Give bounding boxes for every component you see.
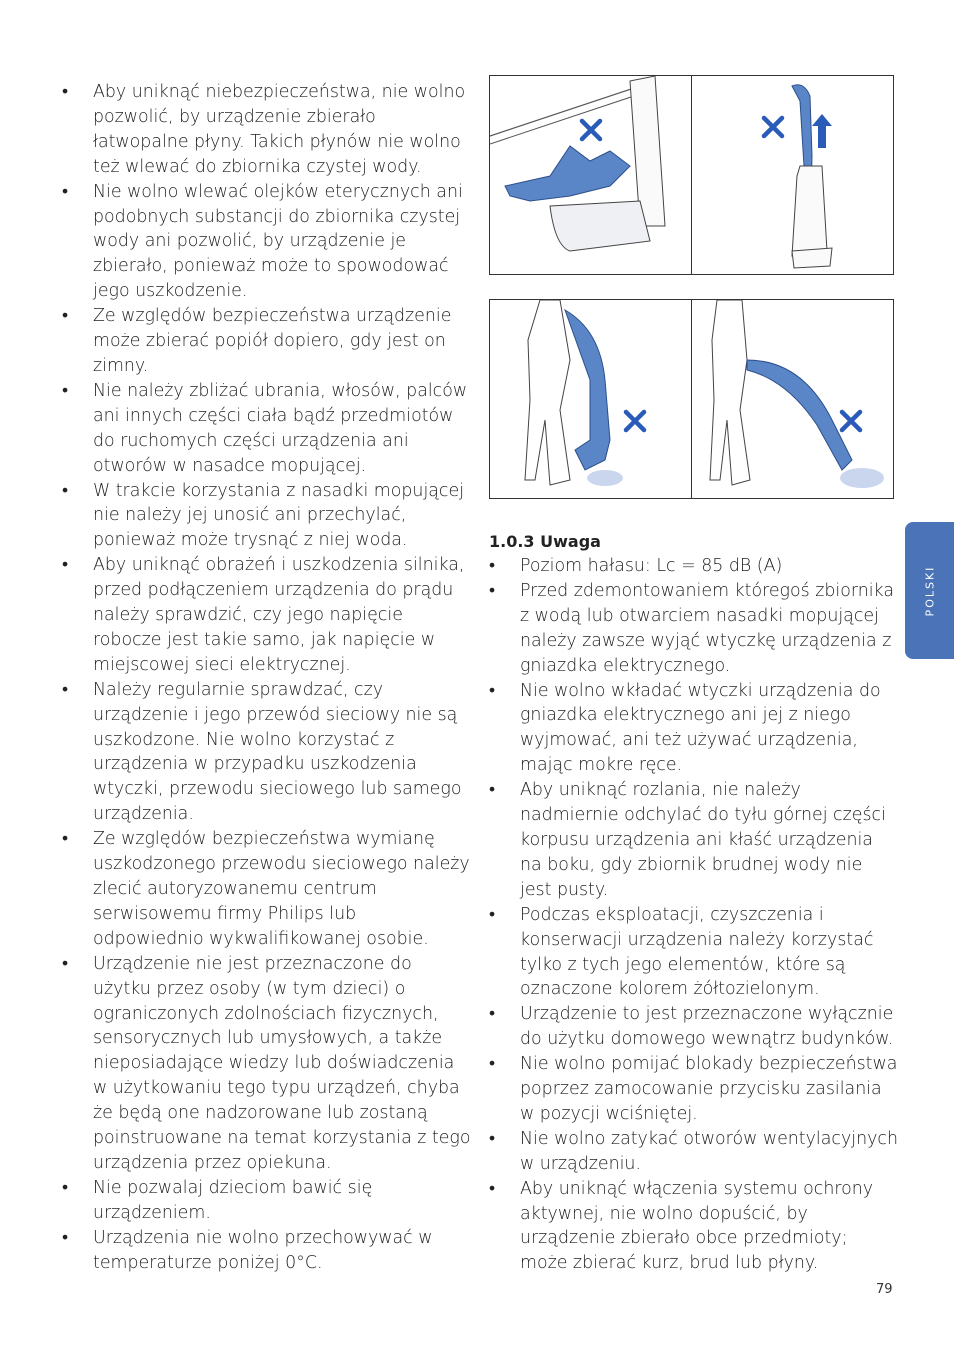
bullet-marker: •: [62, 480, 69, 501]
illustration-lift: [692, 76, 893, 274]
list-item: [62, 479, 472, 554]
list-item: [62, 1226, 472, 1276]
list-item-text: Nie pozwalaj dzieciom bawić się urządzeniem.: [93, 1177, 373, 1223]
list-item: [489, 1177, 899, 1277]
list-item: [489, 1002, 899, 1052]
list-item: [489, 579, 899, 679]
bullet-marker: •: [62, 380, 69, 401]
list-item-text: Nie wolno pomijać blokady bezpieczeństwa poprzez zamocowanie przycisku zasilania w pozycji wciśniętej.: [520, 1054, 898, 1124]
list-item-text: Przed zdemontowaniem któregoś zbiornika z wodą lub otwarciem nasadki mopującej należy zawsze wyjąć wtyczkę urządzenia z gniazdka elektrycznego.: [520, 580, 894, 676]
bullet-marker: •: [62, 181, 69, 202]
bullet-marker: •: [489, 1004, 496, 1025]
section-heading: 1.0.3 Uwaga: [489, 532, 601, 551]
list-item-text: Aby uniknąć rozlania, nie należy nadmiernie odchylać do tyłu górnej części korpusu urządzenia ani kłaść urządzenia na boku, gdy zbiornik brudnej wody nie jest pusty.: [520, 780, 886, 900]
bullet-marker: •: [489, 556, 496, 576]
list-item-text: Nie wolno wlewać olejków eterycznych ani podobnych substancji do zbiornika czystej wody ani pozwolić, by urządzenie je zbierało, ponieważ może to spowodować jego uszkodzenie.: [93, 181, 463, 302]
list-item: [62, 379, 472, 479]
bullet-marker: •: [62, 953, 69, 974]
list-item: [489, 679, 899, 779]
bullet-marker: •: [62, 829, 69, 850]
bullet-marker: •: [62, 1227, 69, 1248]
list-item-text: Urządzenie to jest przeznaczone wyłącznie do użytku domowego wewnątrz budynków.: [520, 1004, 894, 1050]
illustration-lean: [692, 300, 893, 498]
language-tab-label: POLSKI: [923, 565, 936, 616]
language-tab: [905, 522, 954, 659]
list-item: [489, 554, 899, 579]
list-item: [62, 553, 472, 678]
bullet-marker: •: [489, 1128, 496, 1149]
list-item: [62, 827, 472, 952]
bullet-marker: •: [489, 1178, 496, 1199]
list-item-text: Należy regularnie sprawdzać, czy urządzenie i jego przewód sieciowy nie są uszkodzone. Nie wolno korzystać z urządzenia w przypadku uszkodzenia wtyczki, przewodu sieciowego lub samego urządzenia.: [93, 679, 462, 825]
list-item: [62, 180, 472, 305]
bullet-marker: •: [62, 82, 69, 102]
page-number: 79: [876, 1282, 893, 1297]
right-bullet-list: [489, 554, 899, 1276]
left-bullet-list: [62, 80, 472, 1276]
list-item-text: Nie wolno zatykać otworów wentylacyjnych w urządzeniu.: [520, 1128, 898, 1174]
list-item: [62, 952, 472, 1176]
bullet-marker: •: [62, 679, 69, 700]
bullet-marker: •: [489, 580, 496, 601]
figure-carry-tilt: [489, 299, 692, 499]
illustration-carry: [490, 300, 691, 498]
right-column: [489, 530, 899, 1276]
list-item-text: Poziom hałasu: Lc = 85 dB (A): [520, 556, 783, 576]
bullet-marker: •: [489, 1054, 496, 1075]
figure-lean-handle: [691, 299, 894, 499]
list-item: [62, 1176, 472, 1226]
figure-tilt-lift: [691, 75, 894, 275]
list-item-text: Aby uniknąć niebezpieczeństwa, nie wolno pozwolić, by urządzenie zbierało łatwopalne płyny. Takich płynów nie wolno też wlewać do zbiornika czystej wody.: [93, 82, 466, 177]
list-item-text: Nie należy zbliżać ubrania, włosów, palców ani innych części ciała bądź przedmiotów do ruchomych części urządzenia ani otworów w nasadce mopującej.: [93, 380, 468, 476]
list-item-text: Ze względów bezpieczeństwa urządzenie może zbierać popiół dopiero, gdy jest on zimny.: [93, 306, 452, 376]
bullet-marker: •: [62, 306, 69, 327]
bullet-marker: •: [489, 904, 496, 925]
list-item: [489, 903, 899, 1003]
list-item-text: Aby uniknąć obrażeń i uszkodzenia silnika, przed podłączeniem urządzenia do prądu należy sprawdzić, czy jego napięcie robocze jest takie samo, jak napięcie w miejscowej sieci elektrycznej.: [93, 555, 465, 675]
list-item: [489, 1052, 899, 1127]
bullet-marker: •: [62, 1177, 69, 1198]
list-item-text: Urządzenie nie jest przeznaczone do użytku przez osoby (w tym dzieci) o ograniczonych zdolnościach fizycznych, sensorycznych lub umysłowych, a także nieposiadające wiedzy lub doświadczenia w użytkowaniu tego typu urządzeń, chyba że będą one nadzorowane lub zostaną poinstruowane na temat korzystania z tego urządzenia przez opiekuna.: [93, 953, 471, 1173]
left-column: [62, 80, 472, 1276]
bullet-marker: •: [62, 555, 69, 576]
list-item-text: W trakcie korzystania z nasadki mopującej nie należy jej unosić ani przechylać, ponieważ może trysnąć z niej woda.: [93, 480, 465, 551]
list-item: [489, 778, 899, 903]
list-item-text: Nie wolno wkładać wtyczki urządzenia do gniazdka elektrycznego ani jej z niego wyjmować, ani też używać urządzenia, mając mokre ręce.: [520, 680, 881, 776]
list-item: [489, 1127, 899, 1177]
list-item-text: Urządzenia nie wolno przechowywać w temperaturze poniżej 0°C.: [93, 1227, 433, 1273]
list-item: [62, 678, 472, 827]
illustration-spill: [490, 76, 691, 274]
list-item: [62, 304, 472, 379]
list-item-text: Ze względów bezpieczeństwa wymianę uszkodzonego przewodu sieciowego należy zlecić autoryzowanemu centrum serwisowemu firmy Philips lub odpowiednio wykwalifikowanej osobie.: [93, 829, 470, 949]
list-item: [62, 80, 472, 180]
list-item-text: Aby uniknąć włączenia systemu ochrony aktywnej, nie wolno dopuścić, by urządzenie zbierało obce przedmioty; może zbierać kurz, brud lub płyny.: [520, 1178, 874, 1274]
bullet-marker: •: [489, 680, 496, 701]
figure-liquid-spill: [489, 75, 692, 275]
list-item-text: Podczas eksploatacji, czyszczenia i konserwacji urządzenia należy korzystać tylko z tych jego elementów, które są oznaczone kolorem żółtozielonym.: [520, 904, 874, 1000]
bullet-marker: •: [489, 780, 496, 801]
